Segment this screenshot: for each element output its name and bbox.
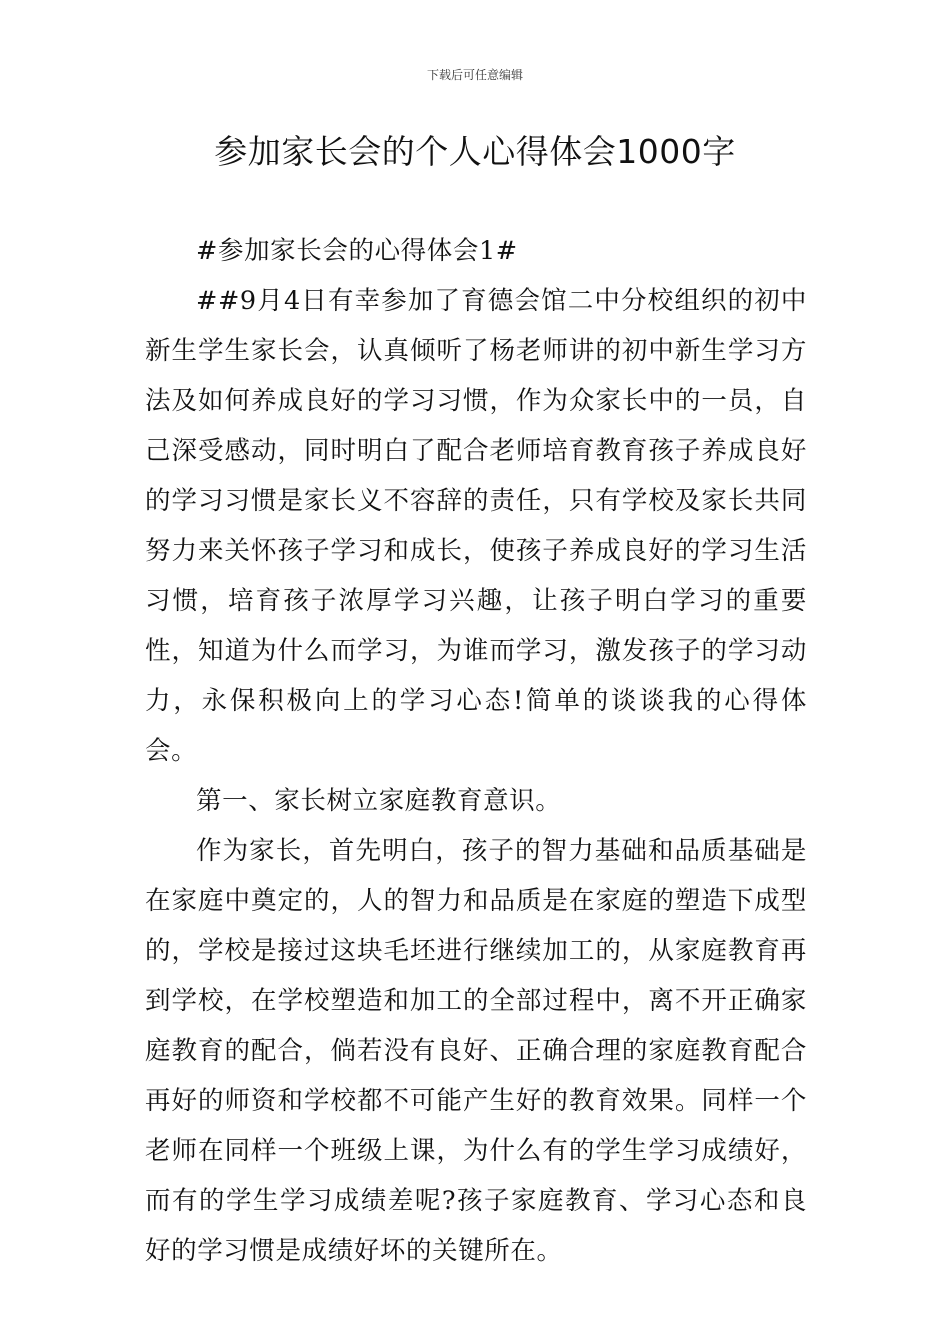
paragraph-intro: ##9月4日有幸参加了育德会馆二中分校组织的初中新生学生家长会，认真倾听了杨老师讲的初中新生学习方法及如何养成良好的学习习惯，作为众家长中的一员，自己深受感动，同时明白了配合老师培育教育孩子养成良好的学习习惯是家长义不容辞的责任，只有学校及家长共同努力来关怀孩子学习和成长，使孩子养成良好的学习生活习惯，培育孩子浓厚学习兴趣，让孩子明白学习的重要性，知道为什么而学习，为谁而学习，激发孩子的学习动力，永保积极向上的学习心态!简单的谈谈我的心得体会。 bbox=[145, 286, 807, 766]
paragraph-section-heading: #参加家长会的心得体会1# bbox=[196, 236, 518, 266]
paragraph-point-one-heading: 第一、家长树立家庭教育意识。 bbox=[196, 786, 562, 816]
header-note: 下载后可任意编辑 bbox=[426, 68, 523, 82]
document-body bbox=[145, 226, 807, 1276]
paragraph-point-one-body: 作为家长，首先明白，孩子的智力基础和品质基础是在家庭中奠定的，人的智力和品质是在家庭的塑造下成型的，学校是接过这块毛坯进行继续加工的，从家庭教育再到学校，在学校塑造和加工的全部过程中，离不开正确家庭教育的配合，倘若没有良好、正确合理的家庭教育配合再好的师资和学校都不可能产生好的教育效果。同样一个老师在同样一个班级上课，为什么有的学生学习成绩好，而有的学生学习成绩差呢?孩子家庭教育、学习心态和良好的学习惯是成绩好坏的关键所在。 bbox=[145, 836, 807, 1266]
document-title: 参加家长会的个人心得体会1000字 bbox=[214, 132, 736, 171]
